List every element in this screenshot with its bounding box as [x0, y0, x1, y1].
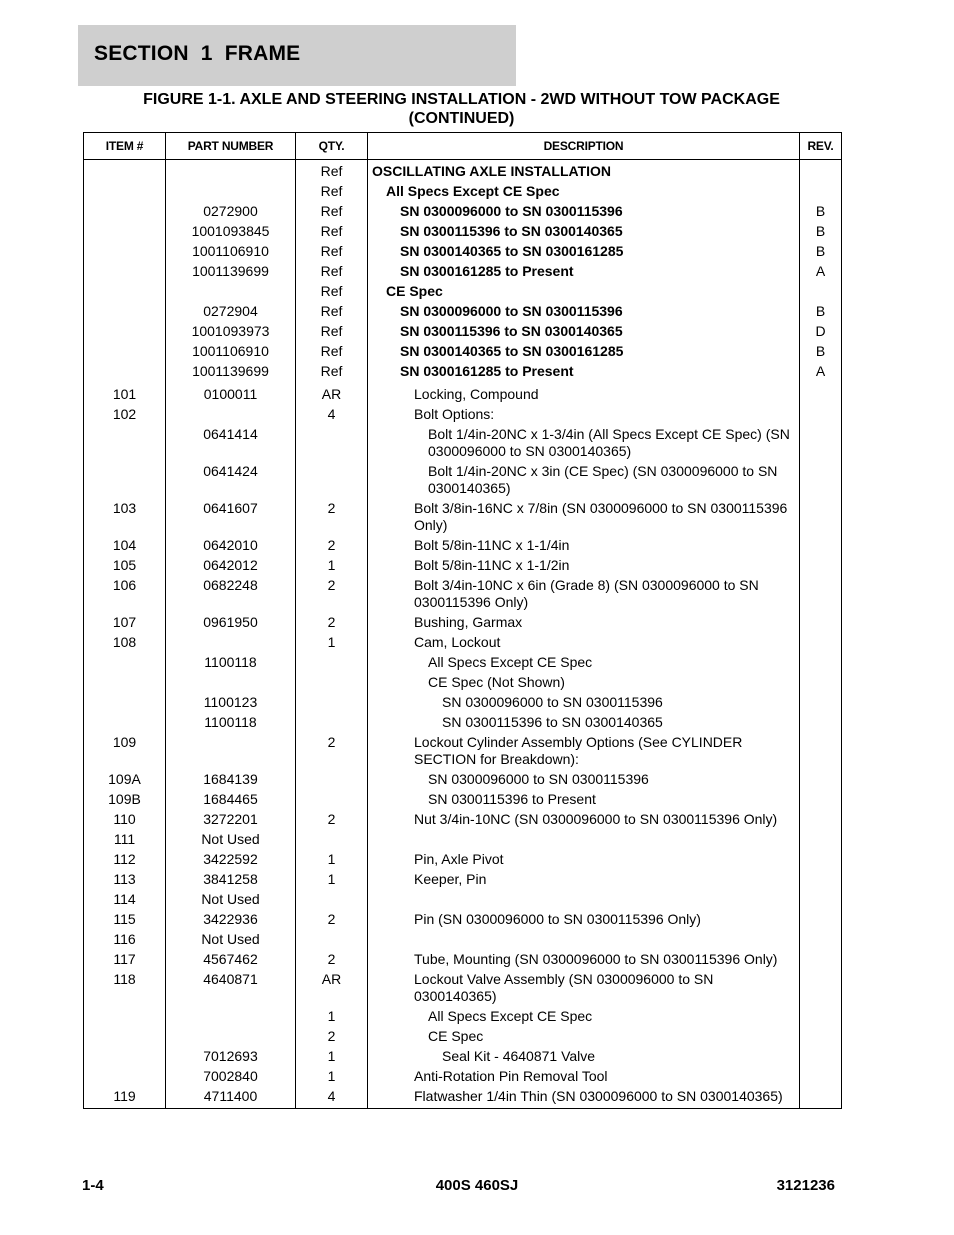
figure-title-line1: FIGURE 1-1. AXLE AND STEERING INSTALLATION - 2WD WITHOUT TOW PACKAGE: [143, 91, 780, 108]
description-cell: Keeper, Pin: [368, 870, 800, 890]
qty-cell: [296, 830, 368, 850]
qty-cell: Ref: [296, 322, 368, 342]
qty-cell: 2: [296, 910, 368, 930]
description-cell: SN 0300115396 to Present: [368, 790, 800, 810]
qty-cell: 4: [296, 1087, 368, 1109]
item-cell: 109A: [84, 770, 166, 790]
rev-cell: B: [800, 342, 842, 362]
table-row: [84, 713, 842, 733]
description-cell: Bolt 3/4in-10NC x 6in (Grade 8) (SN 0300096000 to SN 0300115396 Only): [368, 576, 800, 613]
item-cell: [84, 693, 166, 713]
table-header-row: [84, 133, 842, 160]
item-cell: 119: [84, 1087, 166, 1109]
rev-cell: [800, 1007, 842, 1027]
rev-cell: [800, 282, 842, 302]
part-number-cell: 1001093973: [166, 322, 296, 342]
rev-cell: [800, 713, 842, 733]
rev-cell: B: [800, 302, 842, 322]
description-cell: Bolt Options:: [368, 405, 800, 425]
description-cell: Bolt 3/8in-16NC x 7/8in (SN 0300096000 to SN 0300115396 Only): [368, 499, 800, 536]
description-cell: All Specs Except CE Spec: [368, 182, 800, 202]
part-number-cell: 0961950: [166, 613, 296, 633]
part-number-cell: 0641414: [166, 425, 296, 462]
qty-cell: [296, 713, 368, 733]
item-cell: 106: [84, 576, 166, 613]
part-number-cell: 7012693: [166, 1047, 296, 1067]
rev-cell: [800, 462, 842, 499]
item-cell: 104: [84, 536, 166, 556]
part-number-cell: 0641424: [166, 462, 296, 499]
description-cell: All Specs Except CE Spec: [368, 653, 800, 673]
rev-cell: [800, 950, 842, 970]
table-row: [84, 425, 842, 462]
part-number-cell: Not Used: [166, 890, 296, 910]
part-number-cell: 3422936: [166, 910, 296, 930]
rev-cell: [800, 556, 842, 576]
description-cell: SN 0300115396 to SN 0300140365: [368, 222, 800, 242]
qty-cell: [296, 890, 368, 910]
qty-cell: Ref: [296, 362, 368, 382]
table-row: [84, 342, 842, 362]
part-number-cell: 0682248: [166, 576, 296, 613]
item-cell: [84, 673, 166, 693]
description-cell: SN 0300096000 to SN 0300115396: [368, 202, 800, 222]
qty-cell: 1: [296, 633, 368, 653]
table-row: [84, 302, 842, 322]
part-number-cell: 1100123: [166, 693, 296, 713]
qty-cell: 2: [296, 576, 368, 613]
table-row: [84, 830, 842, 850]
rev-cell: A: [800, 362, 842, 382]
document-number: 3121236: [776, 1177, 835, 1194]
item-cell: [84, 160, 166, 183]
item-cell: [84, 302, 166, 322]
parts-table: [83, 132, 842, 1109]
part-number-cell: Not Used: [166, 830, 296, 850]
part-number-cell: 1100118: [166, 713, 296, 733]
qty-cell: Ref: [296, 202, 368, 222]
col-header-part-number: PART NUMBER: [166, 133, 296, 160]
rev-cell: [800, 405, 842, 425]
table-row: [84, 970, 842, 1007]
description-cell: Bolt 1/4in-20NC x 1-3/4in (All Specs Except CE Spec) (SN 0300096000 to SN 0300140365): [368, 425, 800, 462]
description-cell: Pin (SN 0300096000 to SN 0300115396 Only): [368, 910, 800, 930]
description-cell: [368, 890, 800, 910]
table-row: [84, 556, 842, 576]
description-cell: CE Spec (Not Shown): [368, 673, 800, 693]
item-cell: 109: [84, 733, 166, 770]
col-header-qty: QTY.: [296, 133, 368, 160]
page-number: 1-4: [82, 1177, 104, 1194]
section-header: [78, 25, 516, 86]
qty-cell: 1: [296, 556, 368, 576]
rev-cell: [800, 910, 842, 930]
rev-cell: [800, 1067, 842, 1087]
item-cell: 107: [84, 613, 166, 633]
item-cell: [84, 182, 166, 202]
part-number-cell: 7002840: [166, 1067, 296, 1087]
rev-cell: [800, 810, 842, 830]
qty-cell: 2: [296, 950, 368, 970]
part-number-cell: [166, 282, 296, 302]
rev-cell: [800, 733, 842, 770]
part-number-cell: 1001106910: [166, 342, 296, 362]
table-row: [84, 1067, 842, 1087]
table-row: [84, 362, 842, 382]
section-title: SECTION 1 FRAME: [94, 42, 301, 65]
description-cell: SN 0300140365 to SN 0300161285: [368, 342, 800, 362]
item-cell: [84, 322, 166, 342]
rev-cell: [800, 1047, 842, 1067]
rev-cell: [800, 182, 842, 202]
item-cell: 118: [84, 970, 166, 1007]
qty-cell: [296, 790, 368, 810]
part-number-cell: 1684139: [166, 770, 296, 790]
item-cell: [84, 222, 166, 242]
table-row: [84, 1007, 842, 1027]
item-cell: 108: [84, 633, 166, 653]
description-cell: Cam, Lockout: [368, 633, 800, 653]
qty-cell: [296, 930, 368, 950]
item-cell: 101: [84, 385, 166, 405]
qty-cell: Ref: [296, 160, 368, 183]
part-number-cell: Not Used: [166, 930, 296, 950]
table-row: [84, 770, 842, 790]
description-cell: SN 0300096000 to SN 0300115396: [368, 693, 800, 713]
part-number-cell: 1001106910: [166, 242, 296, 262]
rev-cell: [800, 613, 842, 633]
table-row: [84, 222, 842, 242]
table-row: [84, 910, 842, 930]
part-number-cell: 1001139699: [166, 362, 296, 382]
rev-cell: A: [800, 262, 842, 282]
item-cell: 110: [84, 810, 166, 830]
qty-cell: 2: [296, 810, 368, 830]
part-number-cell: 0642012: [166, 556, 296, 576]
qty-cell: Ref: [296, 182, 368, 202]
rev-cell: [800, 499, 842, 536]
part-number-cell: 0272900: [166, 202, 296, 222]
description-cell: Anti-Rotation Pin Removal Tool: [368, 1067, 800, 1087]
qty-cell: 2: [296, 1027, 368, 1047]
rev-cell: D: [800, 322, 842, 342]
description-cell: SN 0300115396 to SN 0300140365: [368, 322, 800, 342]
qty-cell: Ref: [296, 262, 368, 282]
qty-cell: Ref: [296, 222, 368, 242]
part-number-cell: 4640871: [166, 970, 296, 1007]
rev-cell: [800, 1087, 842, 1109]
item-cell: 102: [84, 405, 166, 425]
rev-cell: [800, 870, 842, 890]
qty-cell: [296, 462, 368, 499]
part-number-cell: 0272904: [166, 302, 296, 322]
rev-cell: [800, 1027, 842, 1047]
rev-cell: [800, 653, 842, 673]
qty-cell: 2: [296, 733, 368, 770]
qty-cell: Ref: [296, 302, 368, 322]
item-cell: 111: [84, 830, 166, 850]
description-cell: Locking, Compound: [368, 385, 800, 405]
item-cell: [84, 342, 166, 362]
part-number-cell: 1684465: [166, 790, 296, 810]
description-cell: Bolt 5/8in-11NC x 1-1/2in: [368, 556, 800, 576]
part-number-cell: [166, 160, 296, 183]
description-cell: Bolt 1/4in-20NC x 3in (CE Spec) (SN 0300096000 to SN 0300140365): [368, 462, 800, 499]
description-cell: Seal Kit - 4640871 Valve: [368, 1047, 800, 1067]
qty-cell: 1: [296, 1047, 368, 1067]
table-row: [84, 182, 842, 202]
item-cell: [84, 1067, 166, 1087]
table-row: [84, 633, 842, 653]
part-number-cell: 0641607: [166, 499, 296, 536]
rev-cell: B: [800, 202, 842, 222]
qty-cell: 4: [296, 405, 368, 425]
table-row: [84, 1047, 842, 1067]
qty-cell: [296, 425, 368, 462]
qty-cell: Ref: [296, 282, 368, 302]
item-cell: 117: [84, 950, 166, 970]
table-row: [84, 733, 842, 770]
qty-cell: [296, 770, 368, 790]
description-cell: Lockout Valve Assembly (SN 0300096000 to SN 0300140365): [368, 970, 800, 1007]
part-number-cell: 0642010: [166, 536, 296, 556]
col-header-description: DESCRIPTION: [368, 133, 800, 160]
qty-cell: Ref: [296, 342, 368, 362]
item-cell: 113: [84, 870, 166, 890]
figure-title-line2: (CONTINUED): [408, 110, 515, 127]
description-cell: SN 0300140365 to SN 0300161285: [368, 242, 800, 262]
col-header-rev: REV.: [800, 133, 842, 160]
table-row: [84, 322, 842, 342]
description-cell: SN 0300161285 to Present: [368, 362, 800, 382]
part-number-cell: [166, 405, 296, 425]
table-row: [84, 930, 842, 950]
qty-cell: 1: [296, 870, 368, 890]
part-number-cell: 3422592: [166, 850, 296, 870]
model-name: 400S 460SJ: [435, 1177, 519, 1194]
rev-cell: [800, 536, 842, 556]
description-cell: SN 0300096000 to SN 0300115396: [368, 770, 800, 790]
table-row: [84, 950, 842, 970]
qty-cell: 2: [296, 613, 368, 633]
item-cell: 105: [84, 556, 166, 576]
item-cell: [84, 425, 166, 462]
table-row: [84, 282, 842, 302]
table-row: [84, 262, 842, 282]
table-row: [84, 673, 842, 693]
rev-cell: [800, 633, 842, 653]
part-number-cell: [166, 1027, 296, 1047]
table-row: [84, 693, 842, 713]
part-number-cell: 4711400: [166, 1087, 296, 1109]
part-number-cell: [166, 633, 296, 653]
table-row: [84, 462, 842, 499]
table-row: [84, 613, 842, 633]
part-number-cell: 1100118: [166, 653, 296, 673]
qty-cell: [296, 653, 368, 673]
rev-cell: [800, 770, 842, 790]
rev-cell: [800, 790, 842, 810]
rev-cell: [800, 693, 842, 713]
table-row: [84, 890, 842, 910]
item-cell: [84, 1047, 166, 1067]
description-cell: [368, 930, 800, 950]
rev-cell: B: [800, 222, 842, 242]
qty-cell: AR: [296, 385, 368, 405]
part-number-cell: 3272201: [166, 810, 296, 830]
item-cell: [84, 242, 166, 262]
item-cell: [84, 262, 166, 282]
description-cell: Pin, Axle Pivot: [368, 850, 800, 870]
item-cell: [84, 462, 166, 499]
description-cell: Bushing, Garmax: [368, 613, 800, 633]
description-cell: OSCILLATING AXLE INSTALLATION: [368, 160, 800, 183]
table-row: [84, 870, 842, 890]
item-cell: 116: [84, 930, 166, 950]
table-row: [84, 499, 842, 536]
description-cell: Tube, Mounting (SN 0300096000 to SN 0300115396 Only): [368, 950, 800, 970]
part-number-cell: 0100011: [166, 385, 296, 405]
description-cell: CE Spec: [368, 282, 800, 302]
table-row: [84, 385, 842, 405]
description-cell: Lockout Cylinder Assembly Options (See CYLINDER SECTION for Breakdown):: [368, 733, 800, 770]
item-cell: 103: [84, 499, 166, 536]
item-cell: 109B: [84, 790, 166, 810]
item-cell: [84, 1007, 166, 1027]
item-cell: [84, 653, 166, 673]
part-number-cell: 1001139699: [166, 262, 296, 282]
qty-cell: [296, 673, 368, 693]
rev-cell: [800, 890, 842, 910]
item-cell: [84, 713, 166, 733]
description-cell: CE Spec: [368, 1027, 800, 1047]
part-number-cell: [166, 733, 296, 770]
figure-title: [83, 90, 840, 128]
rev-cell: [800, 160, 842, 183]
part-number-cell: 1001093845: [166, 222, 296, 242]
rev-cell: [800, 930, 842, 950]
col-header-item: ITEM #: [84, 133, 166, 160]
description-cell: All Specs Except CE Spec: [368, 1007, 800, 1027]
rev-cell: [800, 673, 842, 693]
table-row: [84, 810, 842, 830]
table-row: [84, 1027, 842, 1047]
part-number-cell: [166, 1007, 296, 1027]
part-number-cell: 4567462: [166, 950, 296, 970]
qty-cell: [296, 693, 368, 713]
item-cell: 114: [84, 890, 166, 910]
table-row: [84, 1087, 842, 1109]
part-number-cell: [166, 673, 296, 693]
table-row: [84, 850, 842, 870]
qty-cell: Ref: [296, 242, 368, 262]
rev-cell: [800, 850, 842, 870]
description-cell: [368, 830, 800, 850]
table-row: [84, 160, 842, 183]
description-cell: Bolt 5/8in-11NC x 1-1/4in: [368, 536, 800, 556]
description-cell: SN 0300096000 to SN 0300115396: [368, 302, 800, 322]
rev-cell: [800, 425, 842, 462]
description-cell: SN 0300161285 to Present: [368, 262, 800, 282]
qty-cell: 1: [296, 1067, 368, 1087]
rev-cell: [800, 576, 842, 613]
qty-cell: 2: [296, 499, 368, 536]
part-number-cell: [166, 182, 296, 202]
qty-cell: 1: [296, 850, 368, 870]
table-row: [84, 536, 842, 556]
item-cell: 115: [84, 910, 166, 930]
table-row: [84, 405, 842, 425]
table-row: [84, 202, 842, 222]
table-row: [84, 653, 842, 673]
qty-cell: 1: [296, 1007, 368, 1027]
description-cell: Nut 3/4in-10NC (SN 0300096000 to SN 0300115396 Only): [368, 810, 800, 830]
rev-cell: [800, 385, 842, 405]
item-cell: [84, 202, 166, 222]
part-number-cell: 3841258: [166, 870, 296, 890]
item-cell: [84, 282, 166, 302]
rev-cell: [800, 970, 842, 1007]
item-cell: [84, 362, 166, 382]
table-row: [84, 242, 842, 262]
qty-cell: AR: [296, 970, 368, 1007]
qty-cell: 2: [296, 536, 368, 556]
item-cell: [84, 1027, 166, 1047]
table-row: [84, 790, 842, 810]
description-cell: SN 0300115396 to SN 0300140365: [368, 713, 800, 733]
rev-cell: B: [800, 242, 842, 262]
description-cell: Flatwasher 1/4in Thin (SN 0300096000 to SN 0300140365): [368, 1087, 800, 1109]
table-row: [84, 576, 842, 613]
item-cell: 112: [84, 850, 166, 870]
rev-cell: [800, 830, 842, 850]
